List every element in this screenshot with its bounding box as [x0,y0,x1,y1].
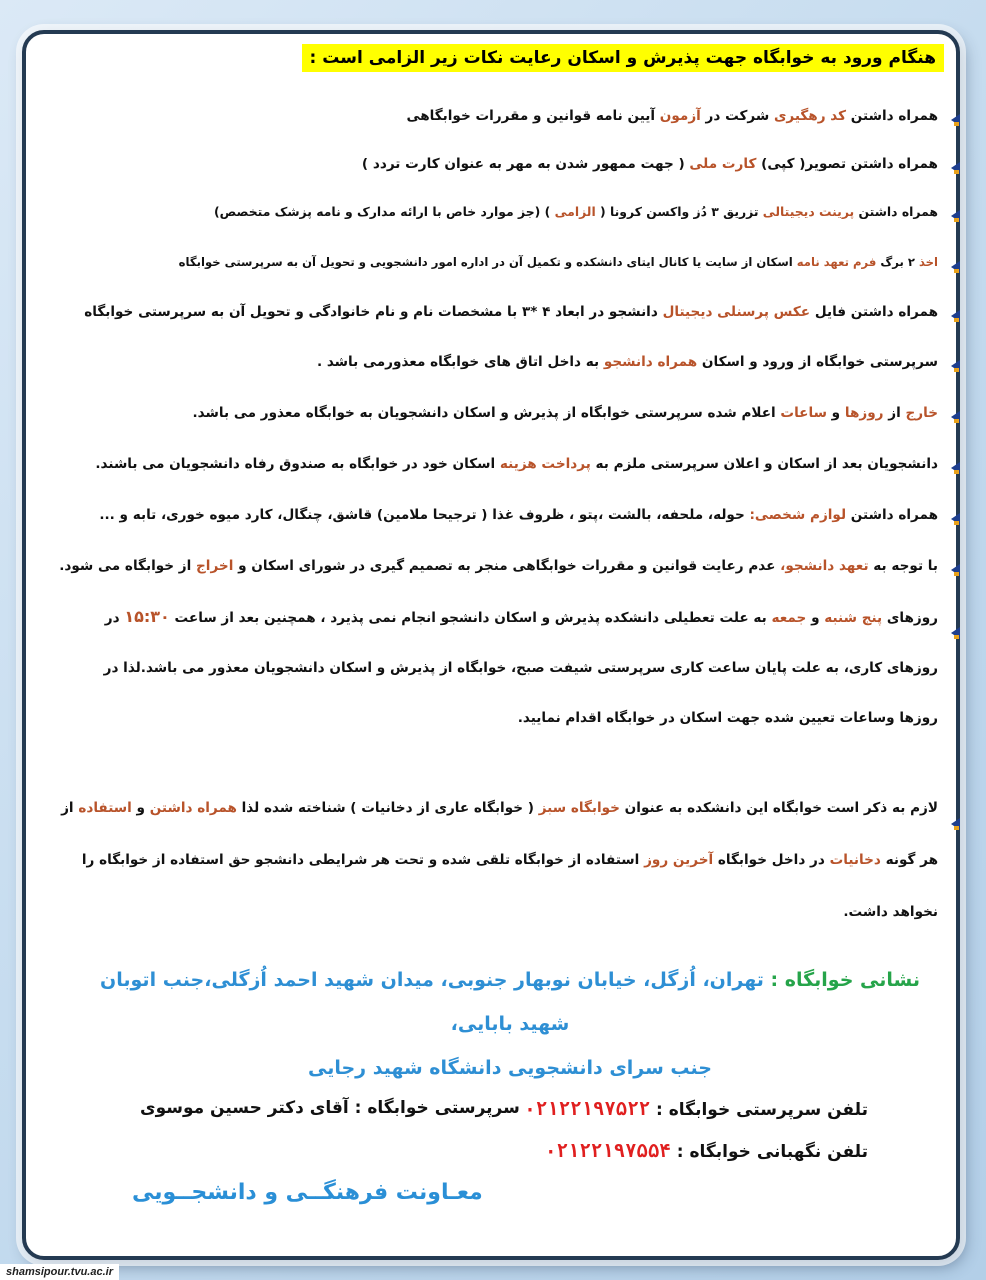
list-item: لازم به ذکر است خوابگاه این دانشکده به عنوان خوابگاه سبز ( خوابگاه عاری از دخانیات ) شناخته شده لذا همراه داشتن و استفاده از هر گونه دخانیات در داخل خوابگاه آخرین روز استفاده از خوابگاه تلقی شده و تحت هر شرایطی دانشجو حق استفاده از خوابگاه را نخواهد داشت. [61,798,960,938]
list-item: خارج از روزها و ساعات اعلام شده سرپرستی خوابگاه از پذیرش و اسکان دانشجویان به خوابگاه معذور می باشد. [193,405,960,421]
bullet-arrow-icon [951,162,960,174]
bullet-arrow-icon [951,411,960,423]
bullet-arrow-icon [951,564,960,576]
list-item: روزهای پنج شنبه و جمعه به علت تعطیلی دانشکده پذیرش و اسکان دانشجو انجام نمی پذیرد ، همچنین بعد از ساعت ۱۵:۳۰ در روزهای کاری، به علت پایان ساعت کاری سرپرستی شیفت صبح، خوابگاه از پذیرش و اسکان دانشجویان معذور می باشد.لذا در روزها وساعات تعیین شده جهت اسکان در خوابگاه اقدام نمایید. [104,608,960,743]
address-label: نشانی خوابگاه : [770,969,920,991]
address-line-1: تهران، اُزگل، خیابان نوبهار جنوبی، میدان شهید احمد اُزگلی،جنب اتوبان شهید بابایی، [100,969,771,1035]
bullet-arrow-icon [951,114,960,126]
supervisor-phone: تلفن سرپرستی خوابگاه : ۰۲۱۲۲۱۹۷۵۲۲ [524,1098,868,1120]
office-signature: معـاونت فرهنگــی و دانشجــویی [132,1180,483,1205]
list-item: با توجه به تعهد دانشجو، عدم رعایت قوانین و مقررات خوابگاهی منجر به تصمیم گیری در شورای اسکان و اخراج از خوابگاه می شود. [59,558,960,574]
bullet-arrow-icon [951,462,960,474]
bullet-arrow-icon [951,310,960,322]
bullet-arrow-icon [951,818,960,830]
list-item: همراه داشتن لوازم شخصی: حوله، ملحفه، بالشت ،پتو ، ظروف غذا ( ترجیحا ملامین) قاشق، چنگال، کارد میوه خوری، تابه و ... [99,507,960,523]
bullet-arrow-icon [951,210,960,222]
bullet-arrow-icon [951,513,960,525]
page-title: هنگام ورود به خوابگاه جهت پذیرش و اسکان رعایت نکات زیر الزامی است : [302,44,944,72]
dorm-address [80,958,940,1090]
list-item: همراه داشتن کد رهگیری شرکت در آزمون آیین نامه قوانین و مقررات خوابگاهی [406,108,960,124]
supervisor-name: سرپرستی خوابگاه : آقای دکتر حسین موسوی [140,1098,520,1118]
list-item: همراه داشتن تصویر( کپی) کارت ملی ( جهت ممهور شدن به مهر به عنوان کارت تردد ) [362,156,960,172]
bullet-arrow-icon [951,360,960,372]
list-item: همراه داشتن فایل عکس پرسنلی دیجیتال دانشجو در ابعاد ۴ *۳ با مشخصات نام و نام خانوادگی و تحویل آن به سرپرستی خوابگاه [84,304,960,320]
list-item: همراه داشتن پرینت دیجیتالی تزریق ۳ دُز واکسن کرونا ( الزامی ) (جز موارد خاص با ارائه مدارک و نامه پزشک متخصص) [214,204,960,219]
bullet-arrow-icon [951,627,960,639]
list-item: دانشجویان بعد از اسکان و اعلان سرپرستی ملزم به پرداخت هزینه اسکان خود در خوابگاه به صندوق رفاه دانشجویان می باشند. [95,456,960,472]
watermark: shamsipour.tvu.ac.ir [0,1264,119,1280]
address-line-2: جنب سرای دانشجویی دانشگاه شهید رجایی [308,1057,712,1079]
list-item: سرپرستی خوابگاه از ورود و اسکان همراه دانشجو به داخل اتاق های خوابگاه معذورمی باشد . [317,354,960,370]
guard-phone: تلفن نگهبانی خوابگاه : ۰۲۱۲۲۱۹۷۵۵۴ [545,1140,868,1162]
bullet-arrow-icon [951,261,960,273]
list-item: اخذ ۲ برگ فرم تعهد نامه اسکان از سایت یا کانال ایتای دانشکده و تکمیل آن در اداره امور دانشجویی و تحویل آن به سرپرستی خوابگاه [179,255,960,269]
